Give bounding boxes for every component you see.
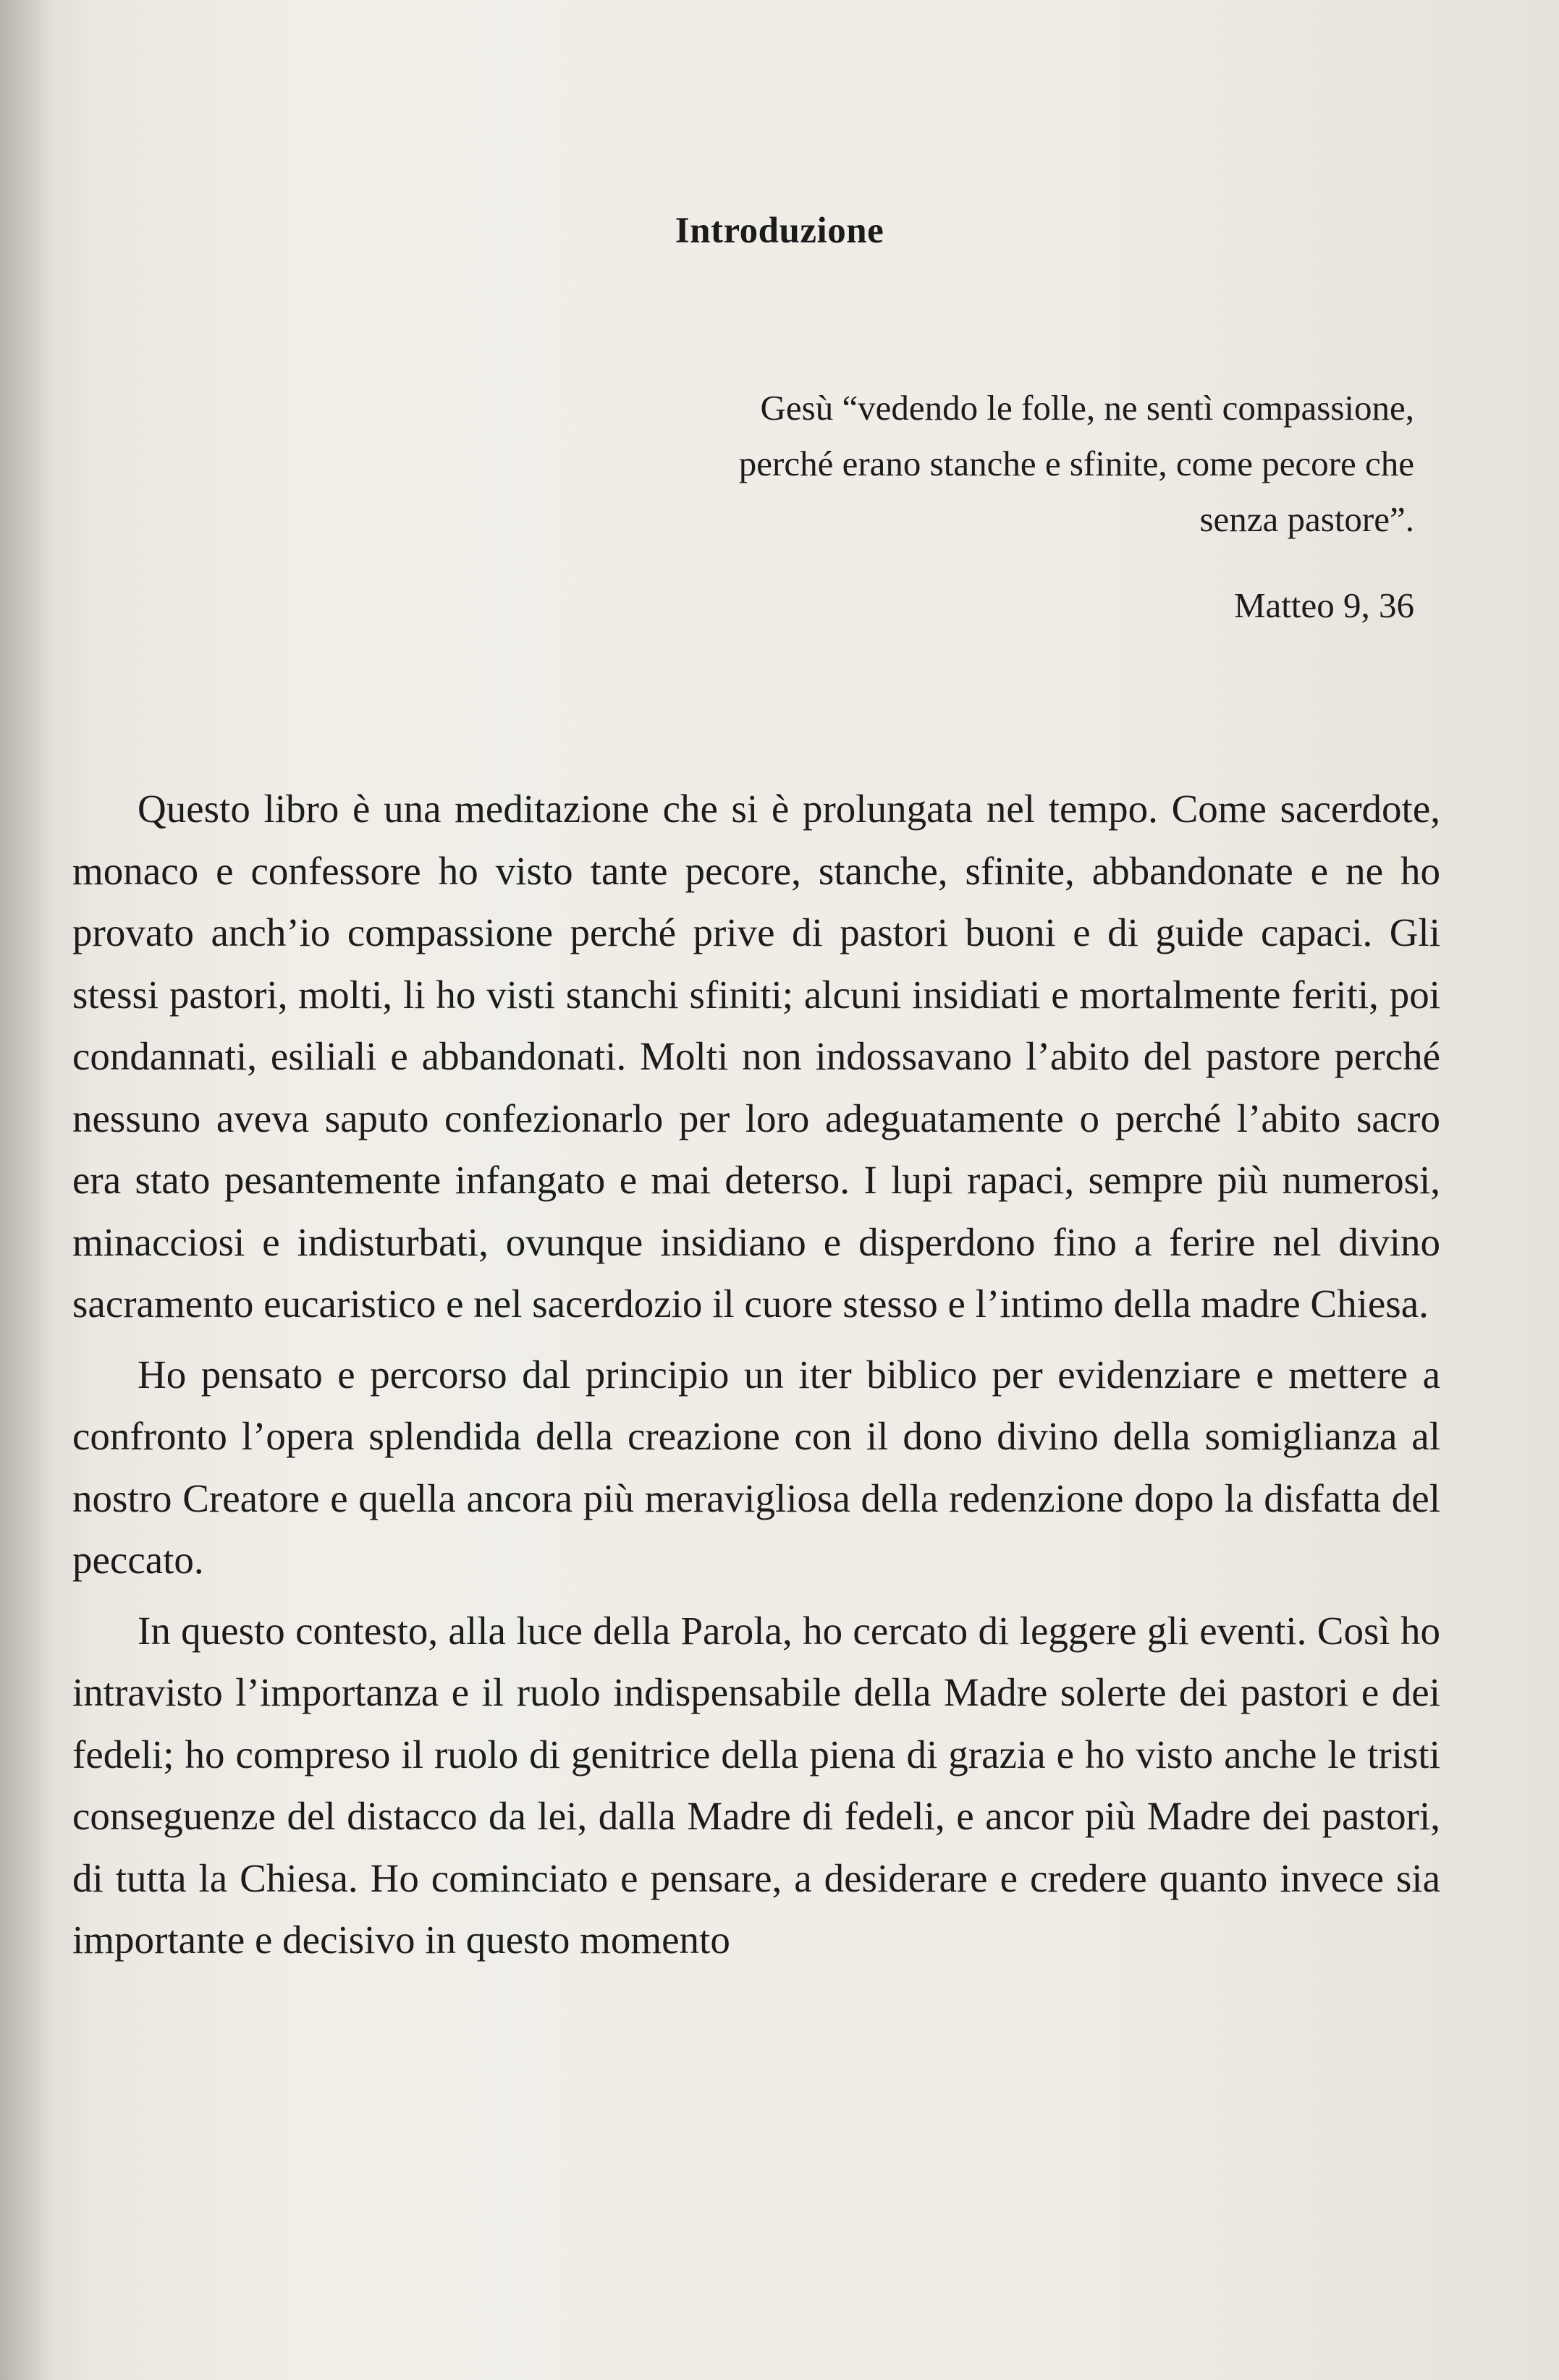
- epigraph-reference: Matteo 9, 36: [1233, 585, 1414, 625]
- chapter-title: Introduzione: [675, 211, 884, 251]
- epigraph-line: senza pastore”.: [1199, 499, 1414, 539]
- body-text: [72, 778, 1440, 1971]
- epigraph: [473, 380, 1414, 633]
- paragraph: In questo contesto, alla luce della Parola, ho cercato di leggere gli eventi. Così ho intravisto l’importanza e il ruolo indispensabile della Madre solerte dei pastori e dei fedeli; ho compreso il ruolo di genitrice della piena di grazia e ho visto anche le tristi conseguenze del distacco da lei, dalla Madre di fedeli, e ancor più Madre dei pastori, di tutta la Chiesa. Ho cominciato e pensare, a desiderare e credere quanto invece sia importante e decisivo in questo momento: [72, 1608, 1440, 1962]
- page-gutter-shadow: [0, 0, 51, 2380]
- paragraph: Questo libro è una meditazione che si è prolungata nel tempo. Come sacerdote, monaco e confessore ho visto tante pecore, stanche, sfinite, abbandonate e ne ho provato anch’io compassione perché prive di pastori buoni e di guide capaci. Gli stessi pastori, molti, li ho visti stanchi sfiniti; alcuni insidiati e mortalmente feriti, poi condannati, esiliali e abbandonati. Molti non indossavano l’abito del pastore perché nessuno aveva saputo confezionarlo per loro adeguatamente o perché l’abito sacro era stato pesantemente infangato e mai deterso. I lupi rapaci, sempre più numerosi, minacciosi e indisturbati, ovunque insidiano e disperdono fino a ferire nel divino sacramento eucaristico e nel sacerdozio il cuore stesso e l’intimo della madre Chiesa.: [72, 787, 1440, 1326]
- epigraph-line: perché erano stanche e sfinite, come pecore che: [738, 444, 1414, 483]
- epigraph-line: Gesù “vedendo le folle, ne sentì compassione,: [760, 388, 1414, 428]
- paragraph: Ho pensato e percorso dal principio un iter biblico per evidenziare e mettere a confronto l’opera splendida della creazione con il dono divino della somiglianza al nostro Creatore e quella ancora più meravigliosa della redenzione dopo la disfatta del peccato.: [72, 1352, 1440, 1582]
